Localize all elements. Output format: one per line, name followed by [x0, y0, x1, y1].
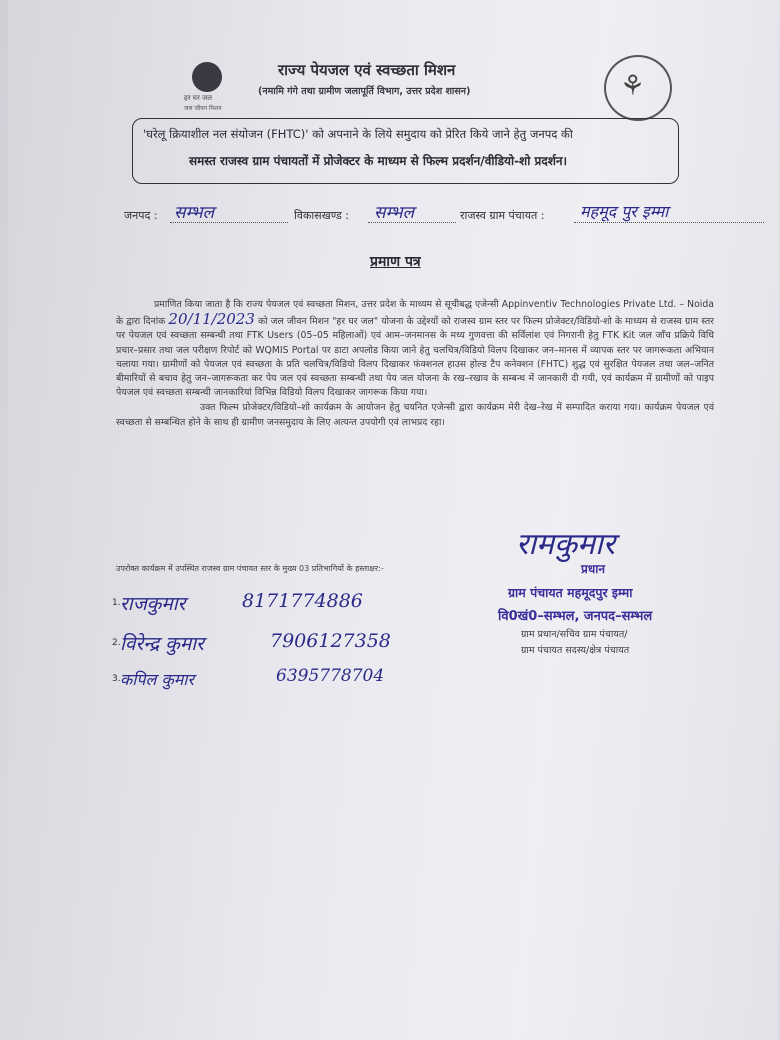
attendee-number: 3. — [112, 674, 121, 684]
signatory-role-line-1: ग्राम प्रधान/सचिव ग्राम पंचायत/ — [521, 629, 628, 640]
attendee-phone: 6395778704 — [276, 666, 385, 686]
handwritten-date: 20/11/2023 — [168, 310, 255, 329]
pradhan-designation: प्रधान — [581, 562, 605, 576]
certificate-title: प्रमाण पत्र — [370, 254, 421, 270]
attendee-phone: 8171774886 — [242, 590, 363, 612]
logo-caption-jal-jeevan-mission: जल जीवन मिशन — [184, 105, 222, 112]
attendee-phone: 7906127358 — [270, 630, 391, 652]
organization-subtitle: (नमामि गंगे तथा ग्रामीण जलापूर्ति विभाग, उत्तर प्रदेश शासन) — [258, 86, 471, 97]
attendees-note: उपरोक्त कार्यक्रम में उपस्थित राजस्व ग्राम पंचायत स्तर के मुख्य 03 प्रतिभागियों के हस्ताक्षर:- — [116, 564, 384, 573]
body-p1-after-date: को जल जीवन मिशन "हर घर जल" योजना के उद्देश्यों को राजस्व ग्राम स्तर पर फिल्म प्रोजेक्टर/विडियो-शो के माध्यम से राजस्व ग्राम स्तर पर पेयजल एवं स्वच्छता सम्बन्धी तथा FTK Users (05–05 महिलाओं) एवं आम–जनमानस के मध्य गुणवत्ता की सर्विलांश एवं निगरानी हेतु FTK Kit जल जाँच प्रक्रिये विधि प्रचार–प्रसार तथा जल परीक्षण रिपोर्ट को WQMIS Portal पर डाटा अपलोड किया जाने हेतु चलचित्र/विडियो विलप दिखाकर जन–मानस में व्यापक स्तर पर जागरूकता अभियान चलाया गया। ग्रामीणों को पेयजल एवं स्वच्छता के प्रति चलचित्र/विडियो विलप दिखाकर फंक्शनल हाउस होल्ड टैप कनेक्शन (FHTC) शुद्ध एवं सुरक्षित पेयजल तथा जल–जनित बीमारियों से बचाव हेतु जन–जागरूकता कर पेय जल एवं स्वच्छता सम्बन्धी तथा पेय जल योजना के रख–रखाव के सम्बन्ध में जानकारी दी गयी, एवं कार्यक्रम में ग्रामीणों को पाइप पेयजल एवं स्वच्छता सम्बन्धी जानकारियां विभिन्न विडियो विलप दिखाकर जागरूक किया गया। — [116, 316, 714, 399]
certificate-paper — [8, 0, 778, 1040]
attendee-name: कपिल कुमार — [120, 670, 194, 689]
body-paragraph-2: उक्त फिल्म प्रोजेक्टर/विडियो–शो कार्यक्रम के आयोजन हेतु चयनित एजेन्सी द्वारा कार्यक्रम मेरी देख–रेख में सम्पादित कराया गया। कार्यक्रम पेयजल एवं स्वच्छता से सम्बन्धित होने के साथ ही ग्रामीण जनसमुदाय के लिए अत्यन्त उपयोगी एवं लाभप्रद रहा। — [116, 402, 714, 428]
subject-banner — [132, 118, 679, 184]
attendee-name: राजकुमार — [120, 593, 186, 615]
body-paragraph-1 — [116, 298, 714, 400]
attendee-number: 2. — [112, 638, 121, 648]
body-p1-before-date: प्रमाणित किया जाता है कि राज्य पेयजल एवं स्वच्छता मिशन, उत्तर प्रदेश के माध्यम से सूचीबद्ध एजेन्सी Appinventiv Technologies Private Ltd. – Noida के द्वारा दिनांक — [116, 299, 714, 328]
district-value: सम्भल — [174, 203, 215, 223]
panchayat-stamp-line-2: वि0खं0–सम्भल, जनपद–सम्भल — [498, 609, 653, 624]
logo-caption-har-ghar-jal: हर घर जल — [184, 94, 212, 102]
district-label: जनपद : — [124, 209, 158, 222]
block-label: विकासखण्ड : — [294, 209, 350, 222]
certificate-body — [116, 298, 714, 430]
jal-jeevan-mission-logo — [184, 62, 232, 120]
panchayat-dotted-line — [574, 222, 764, 223]
panchayat-value: महमूद पुर इम्मा — [580, 202, 669, 221]
panchayat-stamp-line-1: ग्राम पंचायत महमूदपुर इम्मा — [508, 585, 633, 600]
up-government-emblem-icon — [604, 55, 672, 121]
block-value: सम्भल — [374, 203, 415, 223]
organization-title: राज्य पेयजल एवं स्वच्छता मिशन — [278, 61, 456, 79]
emblem-glyph-icon: ⚘ — [620, 69, 646, 102]
attendee-name: विरेन्द्र कुमार — [120, 633, 204, 655]
signatory-role-line-2: ग्राम पंचायत सदस्य/क्षेत्र पंचायत — [521, 645, 630, 656]
water-drop-icon — [192, 62, 222, 92]
banner-line-2: समस्त राजस्व ग्राम पंचायतों में प्रोजेक्टर के माध्यम से फिल्म प्रदर्शन/वीडियो-शो प्रदर्शन। — [189, 154, 568, 168]
pradhan-signature: रामकुमार — [516, 527, 615, 562]
attendee-number: 1. — [112, 598, 121, 608]
block-dotted-line — [368, 222, 456, 223]
panchayat-label: राजस्व ग्राम पंचायत : — [460, 209, 545, 222]
district-dotted-line — [170, 222, 288, 223]
banner-line-1: 'घरेलू क्रियाशील नल संयोजन (FHTC)' को अपनाने के लिये समुदाय को प्रेरित किये जाने हेतु जनपद की — [143, 127, 573, 141]
